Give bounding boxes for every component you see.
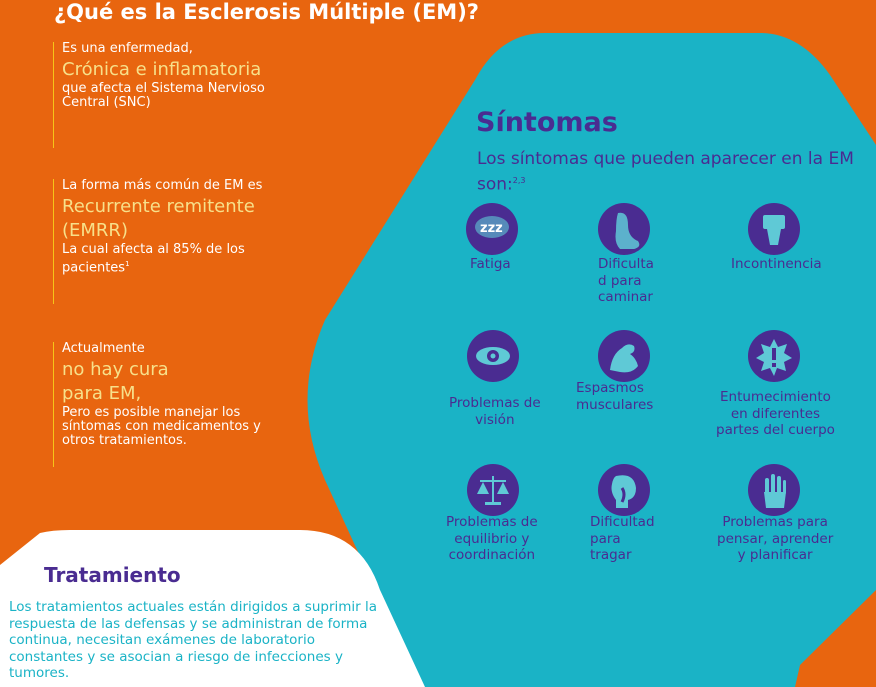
fact-chronic — [53, 42, 292, 148]
sleep-zzz-icon — [466, 203, 518, 255]
symptom-label-incontinencia: Incontinencia — [731, 256, 822, 272]
alert-burst-icon — [748, 330, 800, 382]
muscle-arm-icon — [598, 330, 650, 382]
fact-pre: Es una enfermedad, — [62, 41, 193, 56]
fact-post: Pero es posible manejar los síntomas con medicamentos y otros tratamientos. — [62, 405, 261, 448]
symptom-label-vision: Problemas de visión — [449, 395, 541, 428]
fact-pre: Actualmente — [62, 341, 145, 356]
fact-highlight: no hay cura para EM, — [62, 359, 169, 404]
symptom-label-tragar: Dificultad para tragar — [590, 514, 655, 563]
symptoms-title: Síntomas — [476, 107, 618, 138]
symptoms-subtitle-text: Los síntomas que pueden aparecer en la EM son: — [477, 149, 854, 195]
toilet-icon — [748, 203, 800, 255]
symptom-label-equilibrio: Problemas de equilibrio y coordinación — [446, 514, 538, 563]
fact-post — [62, 243, 267, 275]
symptom-label-caminar: Dificulta d para caminar — [598, 256, 654, 305]
fact-highlight: Recurrente remitente (EMRR) — [62, 196, 255, 241]
fact-highlight: Crónica e inflamatoria — [62, 59, 262, 80]
fact-post-text: La cual afecta al 85% de los pacientes — [62, 242, 245, 276]
fact-emrr — [53, 179, 297, 304]
treatment-text: Los tratamientos actuales están dirigidos a suprimir la respuesta de las defensas y se administran de forma continua, necesitan exámenes de laboratorio constantes y se asocian a riesgo de infecciones y tumores. — [9, 599, 378, 681]
symptom-label-espasmos: Espasmos musculares — [576, 380, 654, 413]
eye-icon — [467, 330, 519, 382]
symptom-label-pensar: Problemas para pensar, aprender y planificar — [717, 514, 834, 563]
symptom-label-fatiga: Fatiga — [470, 256, 511, 272]
footnote-marker: 1 — [125, 260, 130, 268]
throat-head-icon — [598, 464, 650, 516]
fact-post: que afecta el Sistema Nervioso Central (SNC) — [62, 81, 265, 110]
brain-hand-icon — [748, 464, 800, 516]
footnote-marker: 2,3 — [512, 176, 526, 185]
fact-pre: La forma más común de EM es — [62, 178, 263, 193]
symptom-label-entumecimiento: Entumecimiento en diferentes partes del cuerpo — [716, 389, 835, 438]
page-title: ¿Qué es la Esclerosis Múltiple (EM)? — [54, 0, 479, 24]
fact-no-cure — [53, 342, 292, 467]
balance-scale-icon — [467, 464, 519, 516]
foot-icon — [598, 203, 650, 255]
svg-text:zzz: zzz — [480, 221, 503, 236]
treatment-title: Tratamiento — [44, 563, 181, 587]
symptoms-subtitle — [477, 149, 862, 196]
